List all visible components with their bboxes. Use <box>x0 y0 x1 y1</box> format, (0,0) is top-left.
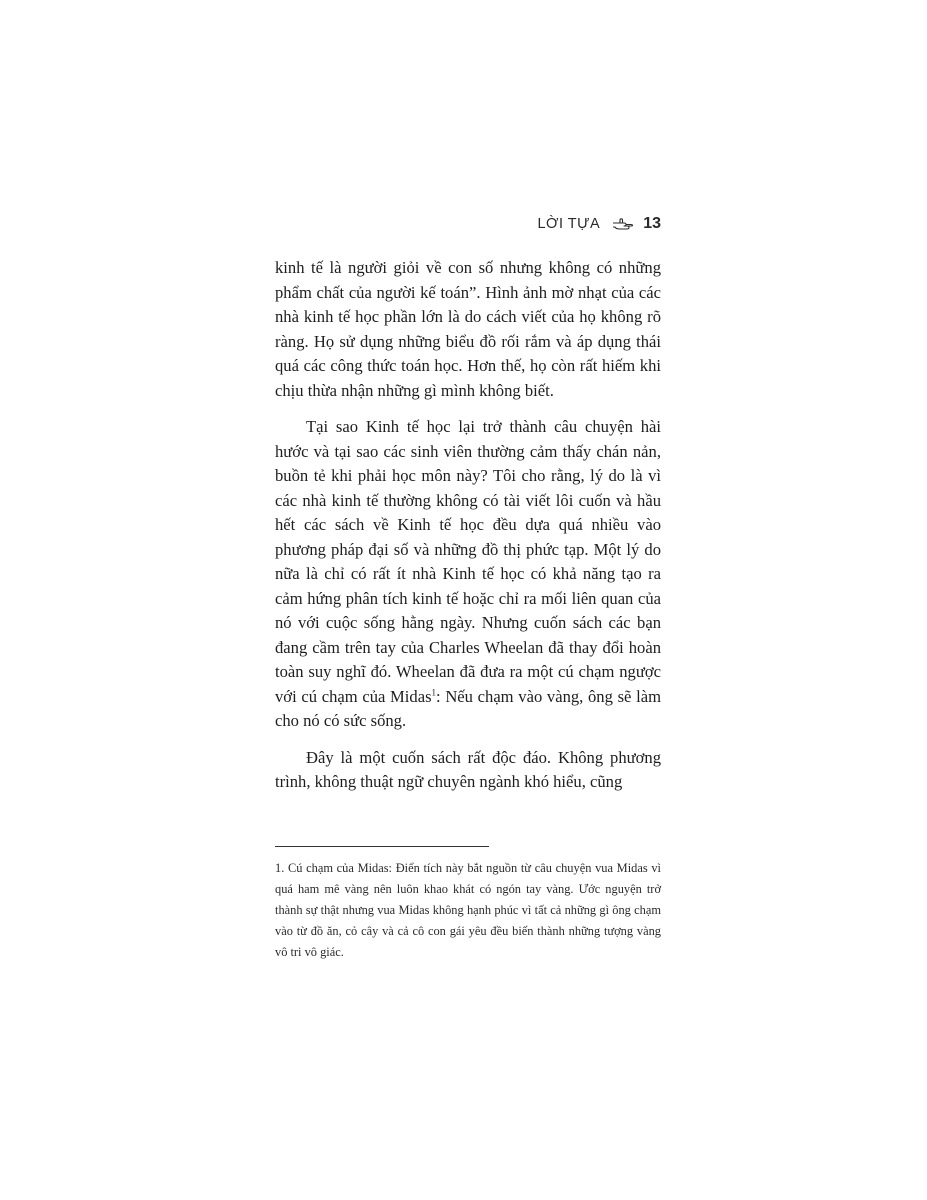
chapter-title: LỜI TỰA <box>537 216 601 232</box>
paragraph-2-text-a: Tại sao Kinh tế học lại trở thành câu chuyện hài hước và tại sao các sinh viên thường cảm thấy chán nản, buồn tẻ khi phải học môn này? Tôi cho rằng, lý do là vì các nhà kinh tế thường không có tài viết lôi cuốn và hầu hết các sách về Kinh tế học đều dựa quá nhiều vào phương pháp đại số và những đồ thị phức tạp. Một lý do nữa là chỉ có rất ít nhà Kinh tế học có khả năng tạo ra cảm hứng phân tích kinh tế hoặc chỉ ra mối liên quan của nó với cuộc sống hằng ngày. Nhưng cuốn sách các bạn đang cầm trên tay của Charles Wheelan đã thay đổi hoàn toàn suy nghĩ đó. Wheelan đã đưa ra một cú chạm ngược với cú chạm của Midas <box>275 417 661 706</box>
paragraph-2 <box>275 415 661 734</box>
footnote-reference: 1 <box>431 686 437 697</box>
paragraph-3: Đây là một cuốn sách rất độc đáo. Không phương trình, không thuật ngữ chuyên ngành khó hiểu, cũng <box>275 747 661 791</box>
pointing-hand-icon <box>612 217 634 231</box>
paragraph-2-text-b: : Nếu chạm vào vàng, ông sẽ làm cho nó có sức sống. <box>275 686 661 730</box>
running-header <box>275 212 661 236</box>
footnote-divider <box>275 846 489 847</box>
body-text <box>275 256 661 795</box>
page-number: 13 <box>643 215 661 232</box>
paragraph-1: kinh tế là người giỏi về con số nhưng không có những phẩm chất của người kế toán”. Hình ảnh mờ nhạt của các nhà kinh tế học phần lớn là do cách viết của họ không rõ ràng. Họ sử dụng những biểu đồ rối rắm và áp dụng thái quá các công thức toán học. Hơn thế, họ còn rất hiếm khi chịu thừa nhận những gì mình không biết. <box>275 258 661 400</box>
footnote: 1. Cú chạm của Midas: Điển tích này bắt nguồn từ câu chuyện vua Midas vì quá ham mê vàng nên luôn khao khát có ngón tay vàng. Ước nguyện trở thành sự thật nhưng vua Midas không hạnh phúc vì tất cả những gì ông chạm vào từ đồ ăn, cỏ cây và cả cô con gái yêu đều biến thành những tượng vàng vô tri vô giác. <box>275 861 661 959</box>
